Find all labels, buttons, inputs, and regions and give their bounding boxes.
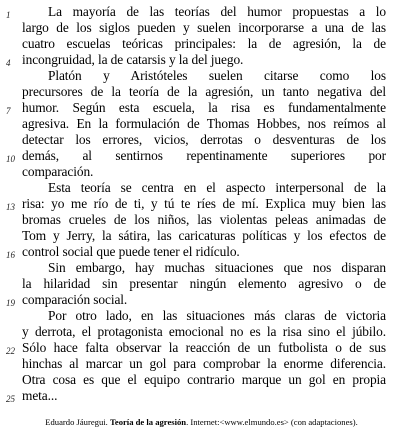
- text-line: precursores de la teoría de la agresión, un tanto negativa del: [22, 84, 386, 99]
- text-line: Sólo hace falta observar la reacción de un futbolista o de sus: [22, 340, 386, 355]
- text-line: risa: yo me río de ti, y tú te ríes de mí. Explica muy bien las: [22, 196, 386, 211]
- text-line: cuatro escuelas teóricas principales: la de agresión, la de: [22, 36, 386, 51]
- source-rest: . Internet:<www.elmundo.es> (con adaptaciones).: [186, 417, 358, 427]
- text-line: largo de los siglos pueden y suelen incorporarse a una de las: [22, 20, 386, 35]
- text-line: Sin embargo, hay muchas situaciones que nos disparan: [48, 260, 386, 275]
- text-line: Por otro lado, en las situaciones más claras de victoria: [48, 308, 386, 323]
- text-line: Otra cosa es que el equipo contrario marque un gol en propia: [22, 372, 386, 387]
- text-line: Tom y Jerry, la sátira, las caricaturas políticas y los efectos de: [22, 228, 386, 243]
- line-number: 25: [6, 394, 15, 404]
- text-line: meta...: [22, 388, 58, 403]
- text-line: demás, al sentirnos repentinamente superiores por: [22, 148, 386, 163]
- text-line: incongruidad, la de catarsis y la del juego.: [22, 52, 244, 67]
- text-line: la hilaridad sin presentar ningún elemento agresivo o de: [22, 276, 386, 291]
- text-line: Platón y Aristóteles suelen citarse como los: [48, 68, 386, 83]
- text-line: Esta teoría se centra en el aspecto interpersonal de la: [48, 180, 386, 195]
- text-line: comparación social.: [22, 292, 128, 307]
- text-line: humor. Según esta escuela, la risa es fundamentalmente: [22, 100, 386, 115]
- line-number: 10: [6, 154, 15, 164]
- line-number: 22: [6, 346, 15, 356]
- line-number: 16: [6, 250, 15, 260]
- line-number: 7: [6, 106, 11, 116]
- source-title: Teoría de la agresión: [109, 417, 187, 427]
- text-line: detectar los errores, vicios, derrotas o desventuras de los: [22, 132, 386, 147]
- text-line: La mayoría de las teorías del humor propuestas a lo: [48, 4, 386, 19]
- source-citation: [0, 416, 403, 428]
- text-line: comparación.: [22, 164, 94, 179]
- text-line: hinchas al marcar un gol para comprobar la enorme diferencia.: [22, 356, 386, 371]
- line-number: 1: [6, 10, 11, 20]
- text-line: y derrota, el protagonista emocional no es la risa sino el júbilo.: [22, 324, 386, 339]
- text-line: bromas crueles de los niños, las violentas peleas animadas de: [22, 212, 386, 227]
- text-line: agresiva. En la formulación de Thomas Hobbes, nos reímos al: [22, 116, 386, 131]
- source-author: Eduardo Jáuregui.: [45, 417, 108, 427]
- line-number: 4: [6, 58, 11, 68]
- line-number: 13: [6, 202, 15, 212]
- line-number: 19: [6, 298, 15, 308]
- text-line: control social que puede tener el ridículo.: [22, 244, 240, 259]
